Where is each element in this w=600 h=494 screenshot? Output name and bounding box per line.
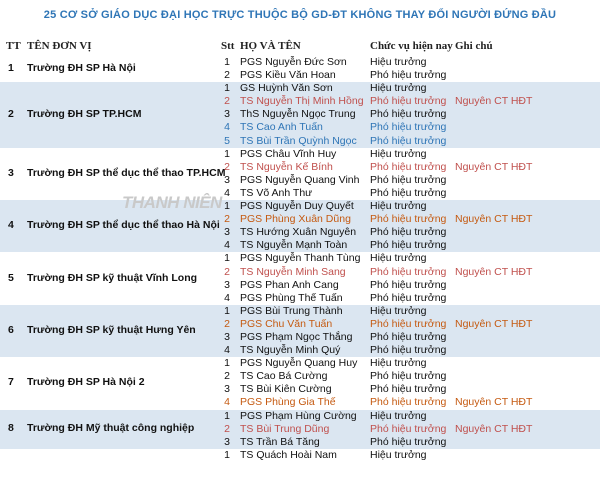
stt-cell: 2	[224, 370, 230, 383]
table-row	[0, 200, 600, 213]
note-cell: Nguyên CT HĐT	[455, 265, 533, 278]
table-row	[0, 213, 600, 226]
position-cell: Phó hiệu trưởng	[370, 134, 447, 147]
stt-cell: 1	[224, 357, 230, 370]
person-name: PGS Chu Văn Tuấn	[240, 317, 333, 330]
position-cell: Phó hiệu trưởng	[370, 213, 447, 226]
stt-cell: 2	[224, 160, 230, 173]
stt-cell: 1	[224, 252, 230, 265]
position-cell: Phó hiệu trưởng	[370, 69, 447, 82]
unit-name: Trường ĐH SP TP.HCM	[27, 107, 142, 120]
person-name: ThS Nguyễn Ngọc Trung	[240, 108, 356, 121]
table-row	[0, 410, 600, 423]
unit-name: Trường ĐH SP kỹ thuật Hưng Yên	[27, 323, 196, 336]
stt-cell: 1	[224, 448, 230, 461]
unit-name: Trường ĐH SP Hà Nội 2	[27, 376, 145, 389]
person-name: PGS Nguyễn Thanh Tùng	[240, 252, 361, 265]
table-row	[0, 305, 600, 318]
table-row	[0, 161, 600, 174]
table-row	[0, 239, 600, 252]
unit-number: 8	[8, 422, 14, 435]
table-header	[0, 38, 600, 56]
table-row	[0, 344, 600, 357]
position-cell: Phó hiệu trưởng	[370, 278, 447, 291]
stt-cell: 2	[224, 213, 230, 226]
stt-cell: 1	[224, 409, 230, 422]
person-name: PGS Nguyễn Đức Sơn	[240, 56, 347, 68]
stt-cell: 3	[224, 108, 230, 121]
table-row	[0, 56, 600, 69]
position-cell: Phó hiệu trưởng	[370, 108, 447, 121]
stt-cell: 1	[224, 82, 230, 95]
table-row	[0, 174, 600, 187]
position-cell: Phó hiệu trưởng	[370, 226, 447, 239]
stt-cell: 3	[224, 435, 230, 448]
person-name: PGS Phan Anh Cang	[240, 278, 339, 291]
position-cell: Phó hiệu trưởng	[370, 186, 447, 199]
unit-group	[0, 410, 600, 449]
stt-cell: 1	[224, 147, 230, 160]
stt-cell: 3	[224, 278, 230, 291]
unit-group	[0, 82, 600, 147]
person-name: TS Nguyễn Kế Bính	[240, 160, 333, 173]
note-cell: Nguyên CT HĐT	[455, 160, 533, 173]
person-name: PGS Phùng Gia Thế	[240, 396, 336, 409]
unit-number: 6	[8, 323, 14, 336]
unit-group	[0, 56, 600, 82]
stt-cell: 3	[224, 330, 230, 343]
person-name: GS Huỳnh Văn Sơn	[240, 82, 333, 95]
position-cell: Phó hiệu trưởng	[370, 121, 447, 134]
stt-cell: 1	[224, 56, 230, 68]
table-row	[0, 148, 600, 161]
table-row	[0, 423, 600, 436]
person-name: PGS Nguyễn Quang Huy	[240, 357, 358, 370]
table-row	[0, 279, 600, 292]
table-row	[0, 69, 600, 82]
person-name: TS Nguyễn Minh Sang	[240, 265, 346, 278]
person-name: TS Bùi Kiên Cường	[240, 383, 332, 396]
person-name: PGS Kiều Văn Hoan	[240, 69, 336, 82]
stt-cell: 4	[224, 186, 230, 199]
table-row	[0, 383, 600, 396]
header-stt: Stt	[221, 40, 235, 52]
position-cell: Phó hiệu trưởng	[370, 173, 447, 186]
header-note: Ghi chú	[455, 40, 493, 52]
table-row	[0, 108, 600, 121]
person-name: PGS Nguyễn Quang Vinh	[240, 173, 360, 186]
note-cell: Nguyên CT HĐT	[455, 213, 533, 226]
person-name: TS Nguyễn Mạnh Toàn	[240, 239, 348, 252]
unit-name: Trường ĐH SP thể dục thể thao TP.HCM	[27, 166, 226, 179]
table-row	[0, 370, 600, 383]
header-tt: TT	[6, 40, 21, 52]
position-cell: Phó hiệu trưởng	[370, 396, 447, 409]
unit-name: Trường ĐH Mỹ thuật công nghiệp	[27, 422, 195, 435]
person-name: TS Cao Bá Cường	[240, 370, 328, 383]
person-name: PGS Phùng Thế Tuấn	[240, 291, 343, 304]
position-cell: Hiệu trưởng	[370, 82, 427, 95]
watermark: THANH NIÊN	[122, 193, 222, 212]
stt-cell: 4	[224, 396, 230, 409]
position-cell: Phó hiệu trưởng	[370, 160, 447, 173]
position-cell: Phó hiệu trưởng	[370, 265, 447, 278]
table-row	[0, 252, 600, 265]
person-name: PGS Phạm Hùng Cường	[240, 409, 357, 422]
unit-number: 2	[8, 107, 14, 120]
unit-name: Trường ĐH SP Hà Nội	[27, 62, 136, 75]
position-cell: Hiệu trưởng	[370, 200, 427, 213]
person-name: TS Bùi Trần Quỳnh Ngọc	[240, 134, 357, 147]
stt-cell: 1	[224, 200, 230, 213]
stt-cell: 4	[224, 344, 230, 357]
stt-cell: 4	[224, 239, 230, 252]
person-name: TS Quách Hoài Nam	[240, 448, 337, 461]
stt-cell: 4	[224, 121, 230, 134]
stt-cell: 3	[224, 226, 230, 239]
stt-cell: 2	[224, 69, 230, 82]
position-cell: Phó hiệu trưởng	[370, 330, 447, 343]
unit-number: 5	[8, 271, 14, 284]
position-cell: Hiệu trưởng	[370, 304, 427, 317]
stt-cell: 2	[224, 317, 230, 330]
position-cell: Hiệu trưởng	[370, 448, 427, 461]
unit-number: 4	[8, 219, 14, 232]
unit-name: Trường ĐH SP thể dục thể thao Hà Nội	[27, 219, 220, 232]
table-row	[0, 95, 600, 108]
note-cell: Nguyên CT HĐT	[455, 95, 533, 108]
table-row	[0, 318, 600, 331]
person-name: PGS Phùng Xuân Dũng	[240, 213, 351, 226]
header-unit: TÊN ĐƠN VỊ	[27, 40, 92, 52]
header-position: Chức vụ hiện nay	[370, 40, 453, 52]
table-row	[0, 121, 600, 134]
position-cell: Hiệu trưởng	[370, 252, 427, 265]
table-row	[0, 449, 600, 462]
table-row	[0, 436, 600, 449]
person-name: PGS Phạm Ngọc Thắng	[240, 330, 353, 343]
unit-group	[0, 252, 600, 304]
position-cell: Phó hiệu trưởng	[370, 370, 447, 383]
person-name: TS Cao Anh Tuấn	[240, 121, 323, 134]
header-name: HỌ VÀ TÊN	[240, 40, 301, 52]
table-row	[0, 135, 600, 148]
person-name: PGS Châu Vĩnh Huy	[240, 147, 337, 160]
unit-number: 3	[8, 166, 14, 179]
position-cell: Phó hiệu trưởng	[370, 239, 447, 252]
unit-number: 7	[8, 376, 14, 389]
table-row	[0, 187, 600, 200]
table-row	[0, 82, 600, 95]
table-row	[0, 396, 600, 409]
position-cell: Phó hiệu trưởng	[370, 435, 447, 448]
leaders-table	[0, 56, 600, 462]
position-cell: Phó hiệu trưởng	[370, 422, 447, 435]
person-name: PGS Bùi Trung Thành	[240, 304, 343, 317]
person-name: TS Nguyễn Thị Minh Hồng	[240, 95, 364, 108]
unit-number: 1	[8, 62, 14, 75]
table-row	[0, 226, 600, 239]
position-cell: Phó hiệu trưởng	[370, 344, 447, 357]
person-name: TS Hướng Xuân Nguyên	[240, 226, 357, 239]
unit-group	[0, 148, 600, 200]
note-cell: Nguyên CT HĐT	[455, 317, 533, 330]
stt-cell: 2	[224, 265, 230, 278]
unit-group	[0, 200, 600, 252]
position-cell: Phó hiệu trưởng	[370, 383, 447, 396]
position-cell: Hiệu trưởng	[370, 357, 427, 370]
stt-cell: 2	[224, 95, 230, 108]
note-cell: Nguyên CT HĐT	[455, 422, 533, 435]
note-cell: Nguyên CT HĐT	[455, 396, 533, 409]
position-cell: Hiệu trưởng	[370, 147, 427, 160]
unit-name: Trường ĐH SP kỹ thuật Vĩnh Long	[27, 271, 198, 284]
position-cell: Hiệu trưởng	[370, 56, 427, 68]
table-row	[0, 292, 600, 305]
stt-cell: 1	[224, 304, 230, 317]
page-title: 25 CƠ SỞ GIÁO DỤC ĐẠI HỌC TRỰC THUỘC BỘ GD-ĐT KHÔNG THAY ĐỔI NGƯỜI ĐỨNG ĐẦU	[43, 9, 557, 21]
person-name: PGS Nguyễn Duy Quyết	[240, 200, 354, 213]
unit-group	[0, 305, 600, 357]
position-cell: Phó hiệu trưởng	[370, 95, 447, 108]
person-name: TS Võ Anh Thư	[240, 186, 313, 199]
table-row	[0, 266, 600, 279]
position-cell: Hiệu trưởng	[370, 409, 427, 422]
stt-cell: 2	[224, 422, 230, 435]
table-row	[0, 357, 600, 370]
stt-cell: 3	[224, 173, 230, 186]
stt-cell: 4	[224, 291, 230, 304]
unit-group	[0, 449, 600, 462]
position-cell: Phó hiệu trưởng	[370, 291, 447, 304]
position-cell: Phó hiệu trưởng	[370, 317, 447, 330]
stt-cell: 5	[224, 134, 230, 147]
person-name: TS Bùi Trung Dũng	[240, 422, 330, 435]
unit-group	[0, 357, 600, 409]
table-row	[0, 331, 600, 344]
person-name: TS Nguyễn Minh Quý	[240, 344, 341, 357]
stt-cell: 3	[224, 383, 230, 396]
person-name: TS Trần Bá Tăng	[240, 435, 320, 448]
